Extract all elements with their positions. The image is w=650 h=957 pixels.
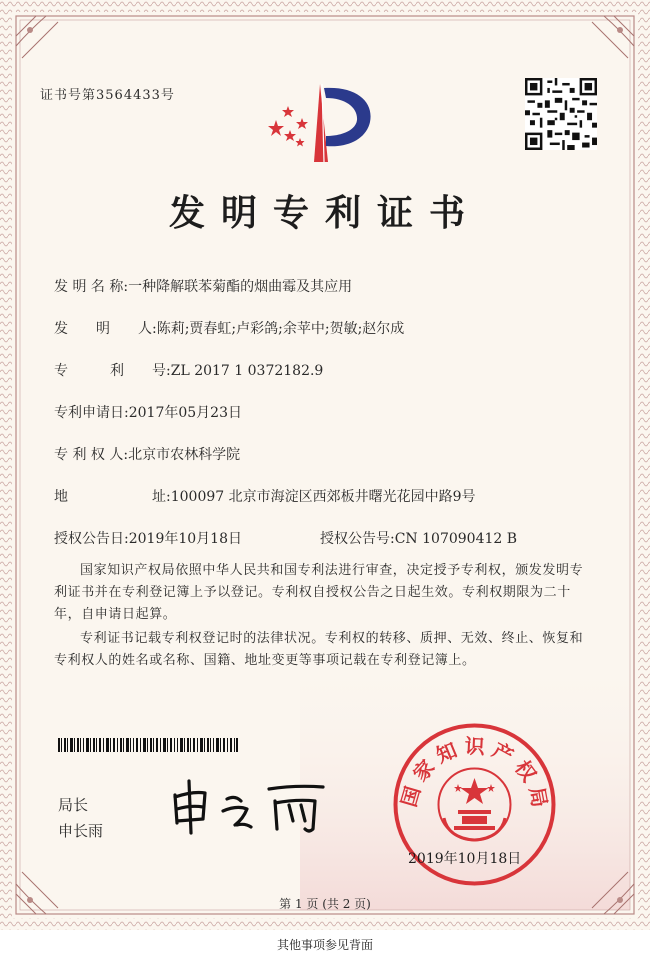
patent-office-logo xyxy=(262,76,382,166)
seal-date: 2019年10月18日 xyxy=(408,851,522,867)
qr-code xyxy=(525,78,597,150)
grant-number-value: CN 107090412 B xyxy=(394,531,518,547)
invention-name-label: 发 明 名 称: xyxy=(54,279,129,295)
patentee-label: 专 利 权 人: xyxy=(54,447,129,463)
barcode xyxy=(58,738,238,752)
grant-date-row xyxy=(54,528,242,548)
certificate-number: 证书号第3564433号 xyxy=(40,88,175,103)
patent-number-label: 专 利 号: xyxy=(54,363,171,379)
address-label: 地 址: xyxy=(54,489,171,505)
grant-number-label: 授权公告号: xyxy=(320,531,395,547)
filing-date-label: 专利申请日: xyxy=(54,405,129,421)
body-paragraph-2: 专利证书记载专利权登记时的法律状况。专利权的转移、质押、无效、终止、恢复和专利权人的姓名或名称、国籍、地址变更等事项记载在专利登记簿上。 xyxy=(54,631,584,668)
address-value: 100097 北京市海淀区西郊板井曙光花园中路9号 xyxy=(170,489,476,505)
grant-date-value: 2019年10月18日 xyxy=(128,531,242,547)
inventors-label: 发 明 人: xyxy=(54,321,157,337)
invention-name-row xyxy=(54,276,352,296)
inventors-value: 陈莉;贾春虹;卢彩鸽;余苹中;贺敏;赵尔成 xyxy=(156,321,405,337)
director-name: 申长雨 xyxy=(58,822,104,840)
director-title: 局长 xyxy=(58,796,89,814)
handwritten-signature xyxy=(165,775,340,835)
patentee-row xyxy=(54,444,240,464)
inventors-row xyxy=(54,318,404,338)
grant-number-row xyxy=(320,528,517,548)
filing-date-value: 2017年05月23日 xyxy=(128,405,242,421)
certificate-title: 发明专利证书 xyxy=(168,192,481,234)
patent-number-value: ZL 2017 1 0372182.9 xyxy=(170,363,324,379)
page-indicator: 第 1 页 (共 2 页) xyxy=(279,897,371,911)
patent-number-row xyxy=(54,360,323,380)
grant-date-label: 授权公告日: xyxy=(54,531,129,547)
footer-note: 其他事项参见背面 xyxy=(276,938,373,952)
invention-name-value: 一种降解联苯菊酯的烟曲霉及其应用 xyxy=(128,279,353,295)
patentee-value: 北京市农林科学院 xyxy=(128,447,241,463)
address-row xyxy=(54,486,476,506)
filing-date-row xyxy=(54,402,242,422)
body-paragraph-1: 国家知识产权局依照中华人民共和国专利法进行审查，决定授予专利权，颁发发明专利证书并在专利登记簿上予以登记。专利权自授权公告之日起生效。专利权期限为二十年，自申请日起算。 xyxy=(54,563,584,622)
svg-text:国家知识产权局: 国家知识产权局 xyxy=(396,733,554,815)
